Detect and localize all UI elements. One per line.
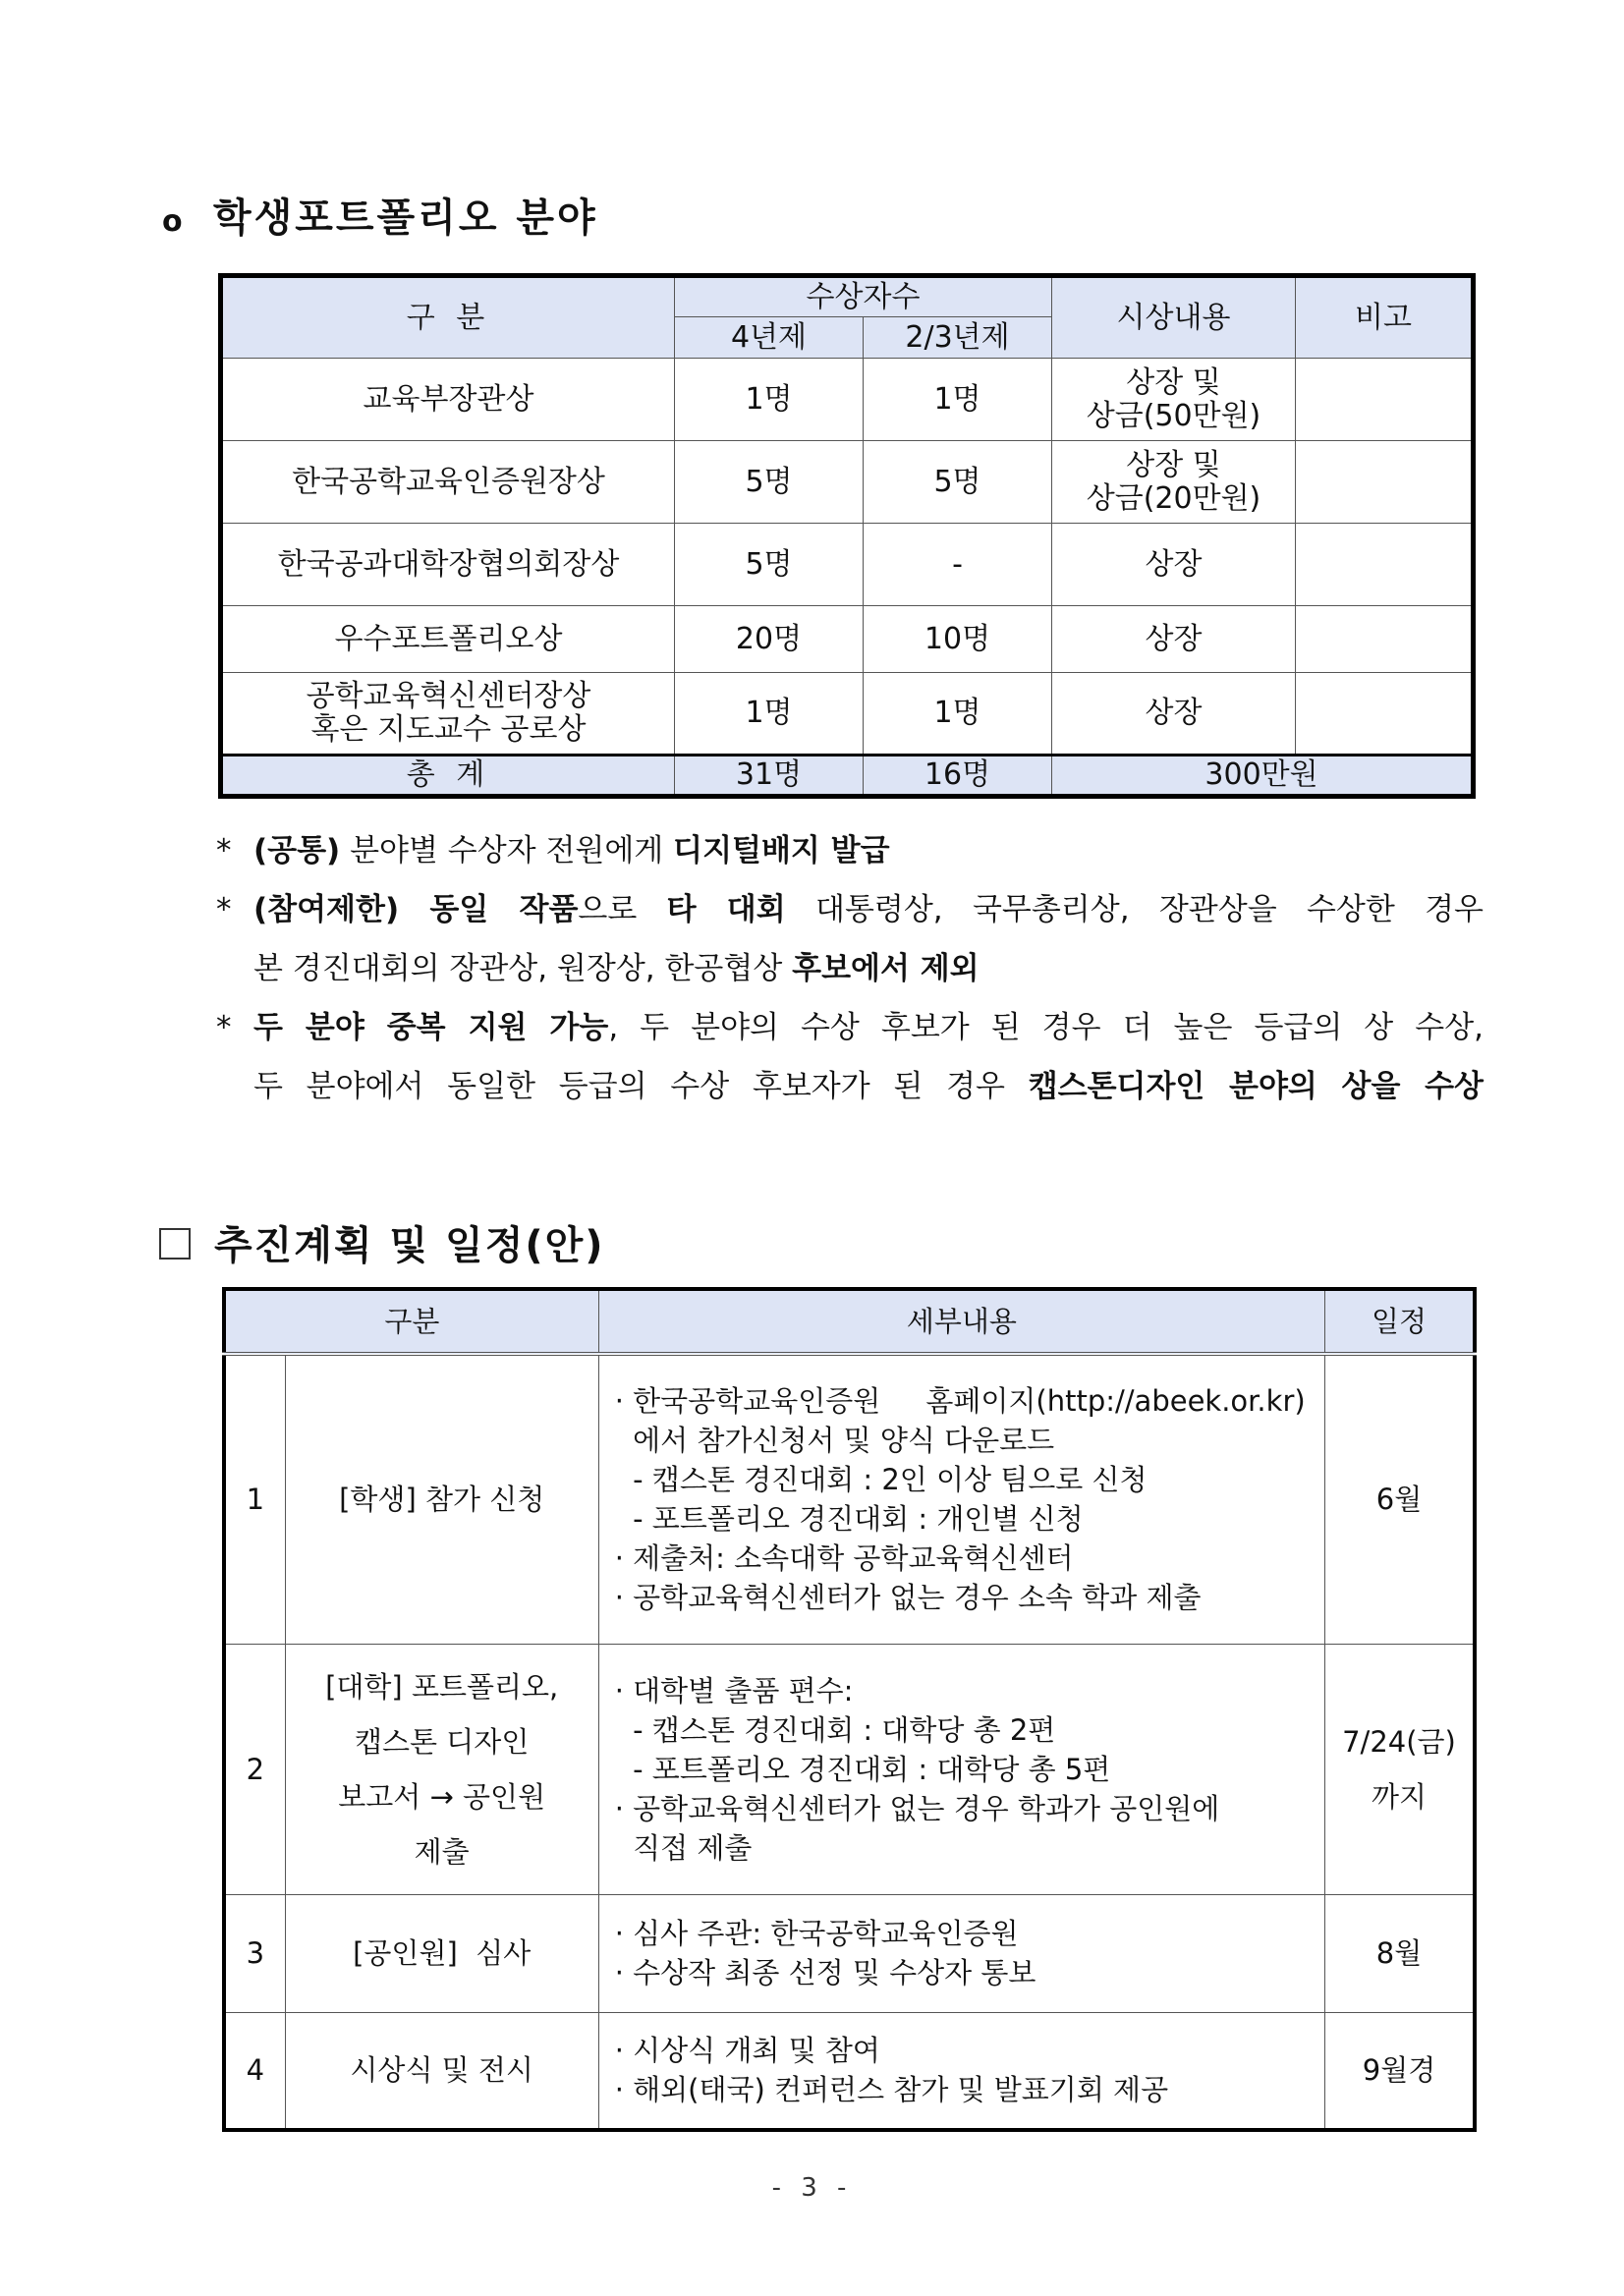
table-total-row: [221, 756, 1474, 797]
four-year-count: 5명: [675, 524, 864, 606]
schedule-line: 까지: [1371, 1779, 1428, 1814]
detail-line: · 수상작 최종 선정 및 수상자 통보: [614, 1956, 1036, 1989]
detail-line: · 공학교육혁신센터가 없는 경우 학과가 공인원에: [614, 1791, 1220, 1825]
two-three-year-count: 10명: [864, 606, 1052, 673]
note-emphasis: 디지털배지 발급: [673, 833, 890, 868]
table-row: [221, 606, 1474, 673]
award-remarks: [1296, 673, 1474, 756]
note-emphasis: (공통): [253, 833, 341, 868]
section-title: 학생포트폴리오 분야: [213, 196, 598, 241]
detail-line: · 공학교육혁신센터가 없는 경우 소속 학과 제출: [614, 1581, 1202, 1615]
award-table: [218, 273, 1476, 799]
award-remarks: [1296, 441, 1474, 524]
total-label: 총 계: [221, 756, 675, 797]
note-text: , 두 분야의 수상 후보가 된 경우 더 높은 등급의 상 수상,: [608, 1010, 1484, 1045]
schedule-table: [222, 1287, 1477, 2132]
table-row: [224, 2012, 1475, 2130]
header-remarks: 비고: [1296, 276, 1474, 359]
four-year-count: 1명: [675, 359, 864, 441]
row-number: 4: [224, 2012, 285, 2130]
note-text: 으로: [578, 892, 667, 927]
detail-line: · 한국공학교육인증원 홈페이지(http://abeek.or.kr): [614, 1384, 1306, 1419]
row-category: [285, 1644, 598, 1894]
note-item: [216, 821, 1484, 880]
two-three-year-count: 1명: [864, 359, 1052, 441]
award-category-line: 혹은 지도교수 공로상: [310, 712, 587, 747]
two-three-year-count: 1명: [864, 673, 1052, 756]
two-three-year-count: -: [864, 524, 1052, 606]
detail-line: · 제출처: 소속대학 공학교육혁신센터: [614, 1541, 1074, 1576]
note-emphasis: 두 분야 중복 지원 가능: [253, 1010, 609, 1045]
detail-line: · 시상식 개최 및 참여: [614, 2034, 880, 2068]
header-award-content: 시상내용: [1052, 276, 1296, 359]
detail-line: · 대학별 출품 편수:: [614, 1673, 854, 1708]
schedule-line: 7/24(금): [1342, 1724, 1456, 1759]
note-asterisk: *: [216, 892, 232, 927]
table-row: [224, 1644, 1475, 1894]
award-category: 한국공과대학장협의회장상: [221, 524, 675, 606]
note-text: 분야별 수상자 전원에게: [340, 833, 674, 868]
note-emphasis: 캡스톤디자인 분야의 상을 수상: [1028, 1069, 1484, 1104]
award-content-line: 상장 및: [1126, 364, 1221, 400]
row-detail: [598, 1644, 1324, 1894]
note-emphasis: 후보에서 제외: [792, 951, 980, 986]
note-text: 대통령상, 국무총리상, 장관상을 수상한 경우: [785, 892, 1484, 927]
note-item: [216, 880, 1484, 939]
detail-line: - 포트폴리오 경진대회 : 대학당 총 5편: [614, 1752, 1111, 1786]
note-item: [216, 998, 1484, 1057]
note-item-continued: [216, 939, 1484, 998]
row-schedule: 9월경: [1325, 2012, 1476, 2130]
award-remarks: [1296, 359, 1474, 441]
two-three-year-count: 5명: [864, 441, 1052, 524]
row-number: 1: [224, 1354, 285, 1644]
section-heading-schedule: [159, 1214, 605, 1270]
notes-list: [216, 821, 1484, 1116]
category-line: 보고서 → 공인원: [338, 1779, 546, 1814]
detail-line: - 포트폴리오 경진대회 : 개인별 신청: [614, 1502, 1084, 1537]
row-number: 3: [224, 1894, 285, 2012]
category-line: [대학] 포트폴리오,: [325, 1669, 559, 1704]
row-detail: [598, 1894, 1324, 2012]
award-content: 상장: [1052, 673, 1296, 756]
award-category: [221, 673, 675, 756]
note-text: 두 분야에서 동일한 등급의 수상 후보자가 된 경우: [253, 1069, 1029, 1104]
table-row: [221, 524, 1474, 606]
header-two-three-year: 2/3년제: [864, 317, 1052, 359]
award-remarks: [1296, 524, 1474, 606]
row-category: 시상식 및 전시: [285, 2012, 598, 2130]
row-schedule: 8월: [1325, 1894, 1476, 2012]
award-content-line: 상금(50만원): [1086, 398, 1261, 433]
award-content-line: 상장 및: [1126, 447, 1221, 482]
header-four-year: 4년제: [675, 317, 864, 359]
award-category: 한국공학교육인증원장상: [221, 441, 675, 524]
category-line: 제출: [414, 1834, 470, 1869]
detail-line: 에서 참가신청서 및 양식 다운로드: [614, 1424, 1055, 1458]
note-emphasis: (참여제한) 동일 작품: [253, 892, 579, 927]
total-four-year: 31명: [675, 756, 864, 797]
four-year-count: 1명: [675, 673, 864, 756]
table-row: [221, 359, 1474, 441]
award-content-line: 상금(20만원): [1086, 480, 1261, 516]
row-category: [공인원] 심사: [285, 1894, 598, 2012]
award-category-line: 공학교육혁신센터장상: [306, 679, 591, 713]
header-detail: 세부내용: [598, 1289, 1324, 1354]
detail-line: - 캡스톤 경진대회 : 대학당 총 2편: [614, 1712, 1056, 1747]
header-category: 구분: [224, 1289, 598, 1354]
row-detail: [598, 1354, 1324, 1644]
checkbox-square-icon: [159, 1228, 191, 1260]
award-content: 상장: [1052, 524, 1296, 606]
circle-bullet-marker: o: [162, 204, 186, 239]
table-row: [224, 1894, 1475, 2012]
note-asterisk: *: [216, 1010, 232, 1045]
row-category: [학생] 참가 신청: [285, 1354, 598, 1644]
table-row: [224, 1354, 1475, 1644]
header-category: 구 분: [221, 276, 675, 359]
note-item-continued: [216, 1057, 1484, 1116]
award-content: [1052, 359, 1296, 441]
row-schedule: 6월: [1325, 1354, 1476, 1644]
row-detail: [598, 2012, 1324, 2130]
note-asterisk: *: [216, 833, 232, 868]
four-year-count: 20명: [675, 606, 864, 673]
note-text: 본 경진대회의 장관상, 원장상, 한공협상: [253, 951, 793, 986]
category-line: 캡스톤 디자인: [355, 1724, 530, 1759]
award-remarks: [1296, 606, 1474, 673]
award-category: 교육부장관상: [221, 359, 675, 441]
row-schedule: [1325, 1644, 1476, 1894]
detail-line: · 해외(태국) 컨퍼런스 참가 및 발표기회 제공: [614, 2073, 1169, 2107]
award-content: [1052, 441, 1296, 524]
four-year-count: 5명: [675, 441, 864, 524]
award-category: 우수포트폴리오상: [221, 606, 675, 673]
header-winners: 수상자수: [675, 276, 1052, 317]
detail-line: · 심사 주관: 한국공학교육인증원: [614, 1917, 1019, 1950]
section-heading-portfolio: [162, 187, 598, 243]
table-row: [221, 441, 1474, 524]
row-number: 2: [224, 1644, 285, 1894]
header-schedule: 일정: [1325, 1289, 1476, 1354]
section-title: 추진계획 및 일정(안): [214, 1223, 605, 1268]
detail-line: 직접 제출: [614, 1830, 753, 1865]
note-emphasis: 타 대회: [666, 892, 786, 927]
total-amount: 300만원: [1052, 756, 1474, 797]
award-content: 상장: [1052, 606, 1296, 673]
page-number: - 3 -: [771, 2173, 853, 2203]
detail-line: - 캡스톤 경진대회 : 2인 이상 팀으로 신청: [614, 1463, 1148, 1497]
table-row: [221, 673, 1474, 756]
total-two-three-year: 16명: [864, 756, 1052, 797]
